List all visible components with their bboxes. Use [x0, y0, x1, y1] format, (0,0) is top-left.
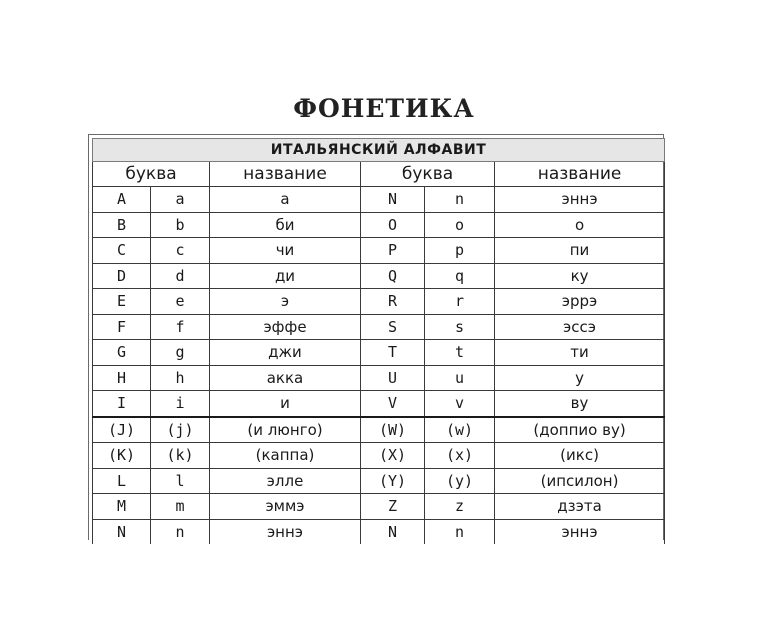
right-uppercase-letter: Q — [361, 263, 425, 289]
left-uppercase-letter: E — [93, 289, 151, 315]
right-letter-name: (доппио ву) — [495, 417, 665, 443]
table-row — [93, 314, 665, 340]
table-row — [93, 391, 665, 417]
right-uppercase-letter: P — [361, 238, 425, 264]
right-uppercase-letter: (W) — [361, 417, 425, 443]
left-uppercase-letter: F — [93, 314, 151, 340]
left-letter-name: (и люнго) — [210, 417, 361, 443]
right-uppercase-letter: V — [361, 391, 425, 417]
table-row — [93, 238, 665, 264]
table-row — [93, 519, 665, 544]
table-header-row — [93, 162, 665, 187]
left-uppercase-letter: I — [93, 391, 151, 417]
right-uppercase-letter: N — [361, 187, 425, 213]
right-letter-name: ку — [495, 263, 665, 289]
table-banner-row — [93, 139, 665, 162]
left-lowercase-letter: c — [151, 238, 210, 264]
left-letter-name: и — [210, 391, 361, 417]
right-lowercase-letter: (x) — [425, 443, 495, 469]
left-lowercase-letter: d — [151, 263, 210, 289]
table-row — [93, 365, 665, 391]
left-uppercase-letter: B — [93, 212, 151, 238]
table-row — [93, 468, 665, 494]
table-caption: ИТАЛЬЯНСКИЙ АЛФАВИТ — [93, 139, 665, 162]
left-lowercase-letter: e — [151, 289, 210, 315]
table-row — [93, 417, 665, 443]
left-lowercase-letter: a — [151, 187, 210, 213]
right-uppercase-letter: Z — [361, 494, 425, 520]
right-uppercase-letter: U — [361, 365, 425, 391]
right-letter-name: у — [495, 365, 665, 391]
left-uppercase-letter: G — [93, 340, 151, 366]
header-right-name: название — [495, 162, 665, 187]
header-right-letter: буква — [361, 162, 495, 187]
right-lowercase-letter: n — [425, 519, 495, 544]
left-lowercase-letter: b — [151, 212, 210, 238]
right-letter-name: пи — [495, 238, 665, 264]
right-lowercase-letter: (y) — [425, 468, 495, 494]
right-lowercase-letter: r — [425, 289, 495, 315]
right-uppercase-letter: O — [361, 212, 425, 238]
right-lowercase-letter: (w) — [425, 417, 495, 443]
left-letter-name: эффе — [210, 314, 361, 340]
right-letter-name: эссэ — [495, 314, 665, 340]
right-letter-name: ву — [495, 391, 665, 417]
left-lowercase-letter: n — [151, 519, 210, 544]
right-letter-name: (икс) — [495, 443, 665, 469]
right-uppercase-letter: N — [361, 519, 425, 544]
left-lowercase-letter: (k) — [151, 443, 210, 469]
right-lowercase-letter: u — [425, 365, 495, 391]
right-letter-name: ти — [495, 340, 665, 366]
left-letter-name: би — [210, 212, 361, 238]
left-letter-name: элле — [210, 468, 361, 494]
left-lowercase-letter: i — [151, 391, 210, 417]
left-letter-name: (каппа) — [210, 443, 361, 469]
left-lowercase-letter: l — [151, 468, 210, 494]
left-uppercase-letter: D — [93, 263, 151, 289]
right-letter-name: (ипсилон) — [495, 468, 665, 494]
right-uppercase-letter: T — [361, 340, 425, 366]
alphabet-table — [92, 138, 665, 544]
right-uppercase-letter: (Y) — [361, 468, 425, 494]
header-left-letter: буква — [93, 162, 210, 187]
left-lowercase-letter: g — [151, 340, 210, 366]
left-uppercase-letter: M — [93, 494, 151, 520]
right-lowercase-letter: s — [425, 314, 495, 340]
right-lowercase-letter: t — [425, 340, 495, 366]
left-uppercase-letter: H — [93, 365, 151, 391]
left-letter-name: акка — [210, 365, 361, 391]
left-lowercase-letter: f — [151, 314, 210, 340]
table-row — [93, 443, 665, 469]
right-lowercase-letter: o — [425, 212, 495, 238]
left-uppercase-letter: N — [93, 519, 151, 544]
table-row — [93, 289, 665, 315]
right-letter-name: эррэ — [495, 289, 665, 315]
right-lowercase-letter: p — [425, 238, 495, 264]
table-row — [93, 187, 665, 213]
left-uppercase-letter: (K) — [93, 443, 151, 469]
left-uppercase-letter: L — [93, 468, 151, 494]
left-letter-name: джи — [210, 340, 361, 366]
right-lowercase-letter: z — [425, 494, 495, 520]
left-letter-name: чи — [210, 238, 361, 264]
right-letter-name: дзэта — [495, 494, 665, 520]
left-letter-name: а — [210, 187, 361, 213]
right-letter-name: о — [495, 212, 665, 238]
left-uppercase-letter: A — [93, 187, 151, 213]
left-lowercase-letter: h — [151, 365, 210, 391]
right-uppercase-letter: R — [361, 289, 425, 315]
right-lowercase-letter: n — [425, 187, 495, 213]
header-left-name: название — [210, 162, 361, 187]
table-row — [93, 494, 665, 520]
right-lowercase-letter: v — [425, 391, 495, 417]
left-letter-name: э — [210, 289, 361, 315]
left-letter-name: эммэ — [210, 494, 361, 520]
left-letter-name: ди — [210, 263, 361, 289]
page-title: ФОНЕТИКА — [293, 94, 475, 123]
right-letter-name: эннэ — [495, 187, 665, 213]
left-lowercase-letter: m — [151, 494, 210, 520]
right-letter-name: эннэ — [495, 519, 665, 544]
table-row — [93, 212, 665, 238]
left-uppercase-letter: C — [93, 238, 151, 264]
left-uppercase-letter: (J) — [93, 417, 151, 443]
right-uppercase-letter: S — [361, 314, 425, 340]
left-lowercase-letter: (j) — [151, 417, 210, 443]
table-row — [93, 340, 665, 366]
right-lowercase-letter: q — [425, 263, 495, 289]
right-uppercase-letter: (X) — [361, 443, 425, 469]
table-row — [93, 263, 665, 289]
left-letter-name: эннэ — [210, 519, 361, 544]
